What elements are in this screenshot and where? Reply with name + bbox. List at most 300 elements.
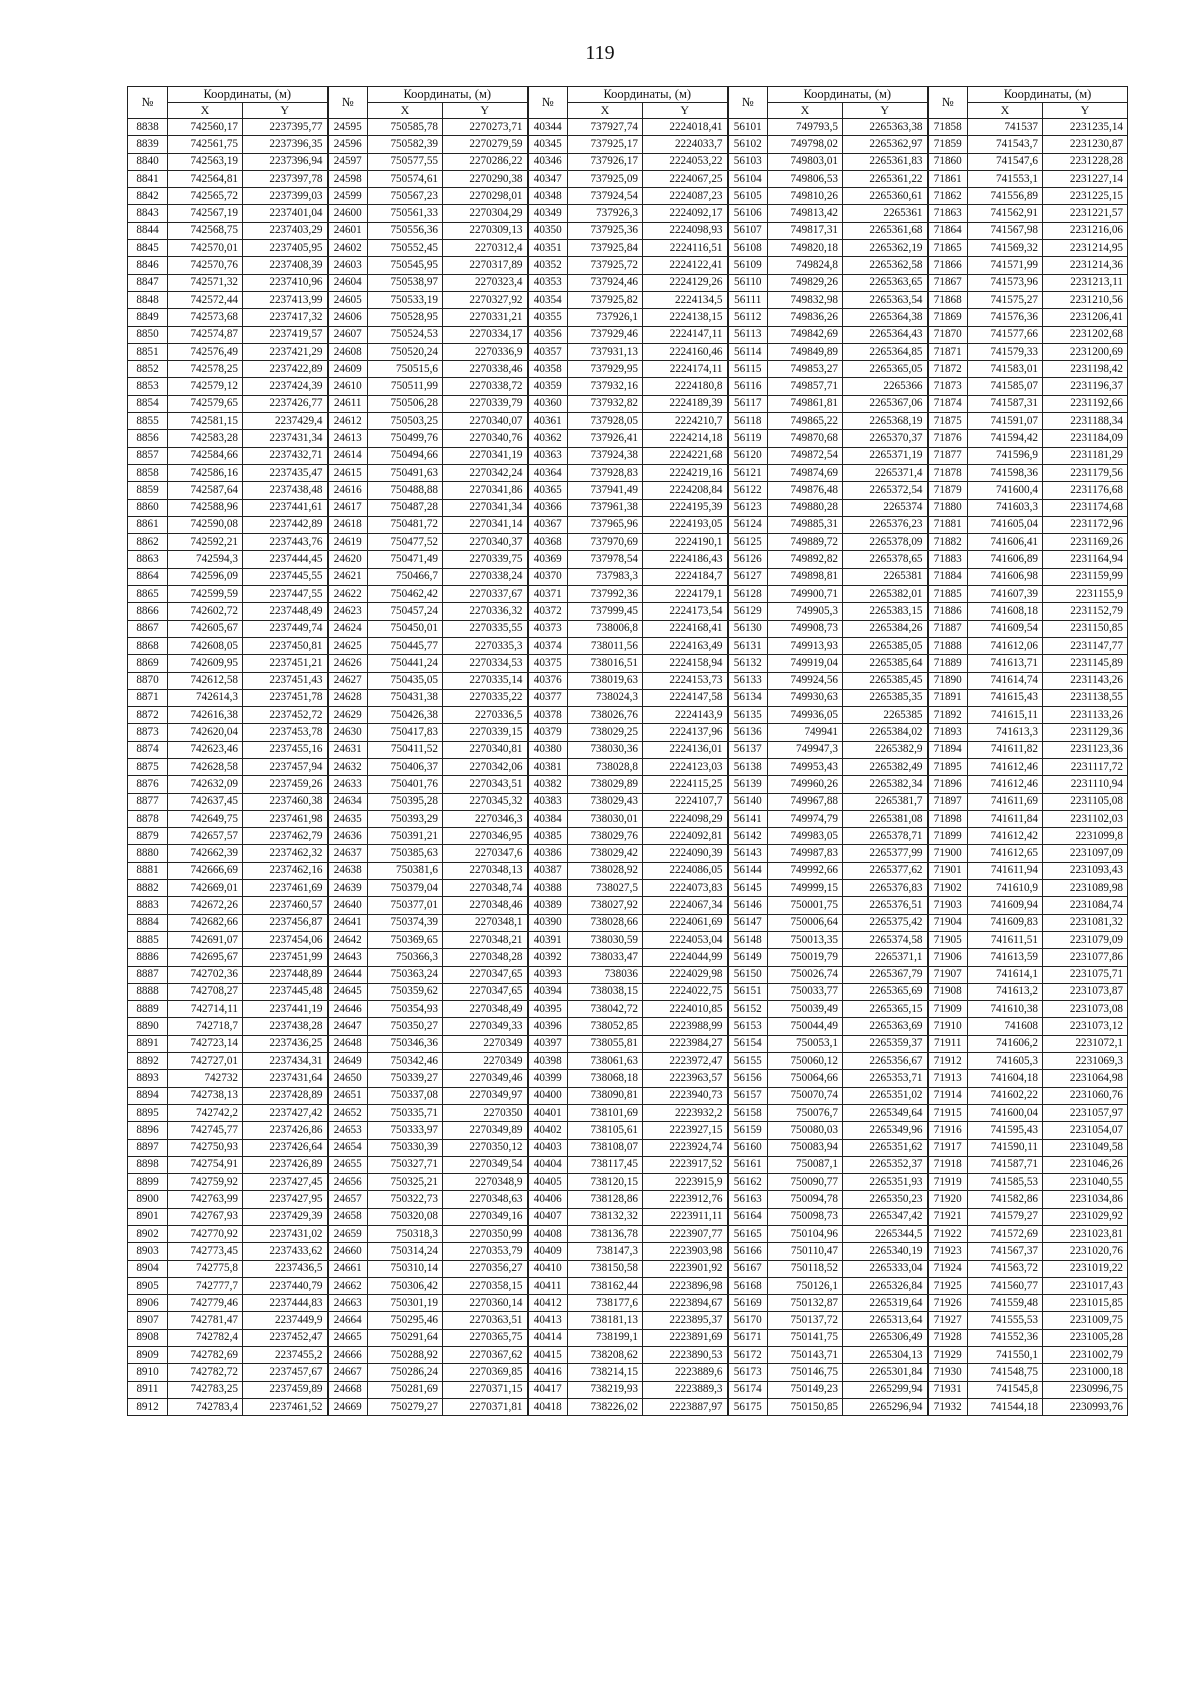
point-number-cell: 24666 xyxy=(328,1347,368,1364)
table-row xyxy=(128,776,1128,793)
y-coordinate-cell: 2224180,8 xyxy=(643,378,728,395)
y-coordinate-cell: 2223988,99 xyxy=(643,1018,728,1035)
point-number-cell: 8897 xyxy=(128,1139,168,1156)
y-coordinate-cell: 2237462,32 xyxy=(243,845,328,862)
x-coordinate-cell: 750499,76 xyxy=(368,430,443,447)
x-coordinate-cell: 741583,01 xyxy=(968,361,1043,378)
point-number-cell: 71864 xyxy=(928,222,968,239)
x-coordinate-cell: 738105,61 xyxy=(568,1122,643,1139)
y-coordinate-cell: 2223903,98 xyxy=(643,1243,728,1260)
point-number-cell: 40363 xyxy=(528,447,568,464)
point-number-cell: 71866 xyxy=(928,257,968,274)
table-row xyxy=(128,361,1128,378)
x-coordinate-cell: 742574,87 xyxy=(168,326,243,343)
x-coordinate-cell: 742727,01 xyxy=(168,1053,243,1070)
x-coordinate-cell: 749832,98 xyxy=(768,291,843,308)
point-number-cell: 8857 xyxy=(128,447,168,464)
x-coordinate-cell: 741613,59 xyxy=(968,949,1043,966)
point-number-cell: 8870 xyxy=(128,672,168,689)
y-coordinate-cell: 2231159,99 xyxy=(1043,568,1128,585)
y-coordinate-cell: 2265296,94 xyxy=(843,1398,928,1415)
y-coordinate-cell: 2231200,69 xyxy=(1043,343,1128,360)
x-coordinate-cell: 741604,18 xyxy=(968,1070,1043,1087)
x-coordinate-cell: 742767,93 xyxy=(168,1208,243,1225)
point-number-cell: 8893 xyxy=(128,1070,168,1087)
x-coordinate-cell: 741548,75 xyxy=(968,1364,1043,1381)
y-coordinate-cell: 2270340,76 xyxy=(443,430,528,447)
x-coordinate-cell: 750076,7 xyxy=(768,1104,843,1121)
y-coordinate-cell: 2237426,86 xyxy=(243,1122,328,1139)
point-number-cell: 56148 xyxy=(728,931,768,948)
x-coordinate-cell: 750545,95 xyxy=(368,257,443,274)
point-number-cell: 71920 xyxy=(928,1191,968,1208)
point-number-cell: 40400 xyxy=(528,1087,568,1104)
x-coordinate-cell: 750395,28 xyxy=(368,793,443,810)
x-coordinate-cell: 749817,31 xyxy=(768,222,843,239)
table-row xyxy=(128,205,1128,222)
x-coordinate-cell: 741598,36 xyxy=(968,464,1043,481)
x-coordinate-cell: 750330,39 xyxy=(368,1139,443,1156)
point-number-cell: 8890 xyxy=(128,1018,168,1035)
point-number-cell: 71887 xyxy=(928,620,968,637)
table-row xyxy=(128,240,1128,257)
point-number-cell: 56138 xyxy=(728,758,768,775)
y-coordinate-cell: 2265299,94 xyxy=(843,1381,928,1398)
table-row xyxy=(128,482,1128,499)
x-coordinate-cell: 742573,68 xyxy=(168,309,243,326)
table-row xyxy=(128,1398,1128,1415)
point-number-cell: 24601 xyxy=(328,222,368,239)
x-coordinate-cell: 741582,86 xyxy=(968,1191,1043,1208)
x-coordinate-cell: 749849,89 xyxy=(768,343,843,360)
y-coordinate-cell: 2237427,42 xyxy=(243,1104,328,1121)
y-coordinate-cell: 2270358,15 xyxy=(443,1277,528,1294)
y-coordinate-cell: 2265333,04 xyxy=(843,1260,928,1277)
x-coordinate-cell: 742669,01 xyxy=(168,880,243,897)
point-number-cell: 71925 xyxy=(928,1277,968,1294)
point-number-cell: 8839 xyxy=(128,136,168,153)
point-number-cell: 8895 xyxy=(128,1104,168,1121)
x-coordinate-cell: 742602,72 xyxy=(168,603,243,620)
y-coordinate-cell: 2223924,74 xyxy=(643,1139,728,1156)
table-row xyxy=(128,1277,1128,1294)
point-number-cell: 71859 xyxy=(928,136,968,153)
y-coordinate-cell: 2237431,02 xyxy=(243,1226,328,1243)
y-coordinate-cell: 2231072,1 xyxy=(1043,1035,1128,1052)
y-coordinate-cell: 2223963,57 xyxy=(643,1070,728,1087)
point-number-cell: 8846 xyxy=(128,257,168,274)
table-row xyxy=(128,1243,1128,1260)
x-coordinate-cell: 741612,65 xyxy=(968,845,1043,862)
x-coordinate-cell: 738016,51 xyxy=(568,655,643,672)
y-coordinate-cell: 2224053,04 xyxy=(643,931,728,948)
point-number-cell: 40358 xyxy=(528,361,568,378)
y-coordinate-cell: 2237455,16 xyxy=(243,741,328,758)
point-number-cell: 8881 xyxy=(128,862,168,879)
x-coordinate-cell: 738181,13 xyxy=(568,1312,643,1329)
y-coordinate-cell: 2231000,18 xyxy=(1043,1364,1128,1381)
x-coordinate-cell: 742759,92 xyxy=(168,1174,243,1191)
y-coordinate-cell: 2265371,19 xyxy=(843,447,928,464)
point-number-cell: 71877 xyxy=(928,447,968,464)
x-coordinate-cell: 741612,46 xyxy=(968,776,1043,793)
x-coordinate-cell: 742609,95 xyxy=(168,655,243,672)
y-coordinate-cell: 2270353,79 xyxy=(443,1243,528,1260)
point-number-cell: 56105 xyxy=(728,188,768,205)
x-coordinate-cell: 742695,67 xyxy=(168,949,243,966)
table-row xyxy=(128,1226,1128,1243)
y-coordinate-cell: 2224129,26 xyxy=(643,274,728,291)
x-coordinate-cell: 742782,69 xyxy=(168,1347,243,1364)
x-coordinate-cell: 749908,73 xyxy=(768,620,843,637)
x-coordinate-cell: 741606,2 xyxy=(968,1035,1043,1052)
x-coordinate-cell: 738042,72 xyxy=(568,1001,643,1018)
y-coordinate-cell: 2237451,78 xyxy=(243,689,328,706)
x-coordinate-cell: 741612,42 xyxy=(968,828,1043,845)
x-coordinate-cell: 750291,64 xyxy=(368,1329,443,1346)
y-coordinate-cell: 2237432,71 xyxy=(243,447,328,464)
point-number-cell: 24623 xyxy=(328,603,368,620)
x-coordinate-cell: 742584,66 xyxy=(168,447,243,464)
point-number-cell: 56102 xyxy=(728,136,768,153)
header-y: Y xyxy=(443,103,528,119)
point-number-cell: 8911 xyxy=(128,1381,168,1398)
x-coordinate-cell: 737928,05 xyxy=(568,413,643,430)
point-number-cell: 56146 xyxy=(728,897,768,914)
x-coordinate-cell: 741579,33 xyxy=(968,343,1043,360)
x-coordinate-cell: 741590,11 xyxy=(968,1139,1043,1156)
header-number: № xyxy=(728,87,768,119)
y-coordinate-cell: 2270348,1 xyxy=(443,914,528,931)
x-coordinate-cell: 742616,38 xyxy=(168,707,243,724)
table-row xyxy=(128,931,1128,948)
y-coordinate-cell: 2265372,54 xyxy=(843,482,928,499)
y-coordinate-cell: 2231221,57 xyxy=(1043,205,1128,222)
y-coordinate-cell: 2224010,85 xyxy=(643,1001,728,1018)
y-coordinate-cell: 2237457,94 xyxy=(243,758,328,775)
x-coordinate-cell: 741615,43 xyxy=(968,689,1043,706)
y-coordinate-cell: 2224221,68 xyxy=(643,447,728,464)
y-coordinate-cell: 2231075,71 xyxy=(1043,966,1128,983)
y-coordinate-cell: 2231054,07 xyxy=(1043,1122,1128,1139)
x-coordinate-cell: 737932,16 xyxy=(568,378,643,395)
y-coordinate-cell: 2265359,37 xyxy=(843,1035,928,1052)
point-number-cell: 71921 xyxy=(928,1208,968,1225)
x-coordinate-cell: 738136,78 xyxy=(568,1226,643,1243)
point-number-cell: 8873 xyxy=(128,724,168,741)
table-row xyxy=(128,620,1128,637)
point-number-cell: 56124 xyxy=(728,516,768,533)
point-number-cell: 71912 xyxy=(928,1053,968,1070)
y-coordinate-cell: 2237396,94 xyxy=(243,153,328,170)
y-coordinate-cell: 2237441,61 xyxy=(243,499,328,516)
point-number-cell: 24599 xyxy=(328,188,368,205)
x-coordinate-cell: 742732 xyxy=(168,1070,243,1087)
x-coordinate-cell: 738147,3 xyxy=(568,1243,643,1260)
point-number-cell: 40383 xyxy=(528,793,568,810)
y-coordinate-cell: 2223932,2 xyxy=(643,1104,728,1121)
x-coordinate-cell: 741600,04 xyxy=(968,1104,1043,1121)
point-number-cell: 8847 xyxy=(128,274,168,291)
x-coordinate-cell: 741608 xyxy=(968,1018,1043,1035)
point-number-cell: 24598 xyxy=(328,170,368,187)
x-coordinate-cell: 750552,45 xyxy=(368,240,443,257)
y-coordinate-cell: 2231196,37 xyxy=(1043,378,1128,395)
x-coordinate-cell: 749798,02 xyxy=(768,136,843,153)
y-coordinate-cell: 2265378,71 xyxy=(843,828,928,845)
y-coordinate-cell: 2237405,95 xyxy=(243,240,328,257)
point-number-cell: 8843 xyxy=(128,205,168,222)
table-row xyxy=(128,1208,1128,1225)
x-coordinate-cell: 742581,15 xyxy=(168,413,243,430)
y-coordinate-cell: 2265376,23 xyxy=(843,516,928,533)
y-coordinate-cell: 2231192,66 xyxy=(1043,395,1128,412)
y-coordinate-cell: 2270349,33 xyxy=(443,1018,528,1035)
table-row xyxy=(128,1329,1128,1346)
point-number-cell: 56167 xyxy=(728,1260,768,1277)
point-number-cell: 40352 xyxy=(528,257,568,274)
x-coordinate-cell: 750406,37 xyxy=(368,758,443,775)
table-row xyxy=(128,188,1128,205)
point-number-cell: 24653 xyxy=(328,1122,368,1139)
point-number-cell: 40417 xyxy=(528,1381,568,1398)
x-coordinate-cell: 750466,7 xyxy=(368,568,443,585)
y-coordinate-cell: 2237434,31 xyxy=(243,1053,328,1070)
point-number-cell: 8884 xyxy=(128,914,168,931)
x-coordinate-cell: 742570,76 xyxy=(168,257,243,274)
x-coordinate-cell: 750511,99 xyxy=(368,378,443,395)
point-number-cell: 24643 xyxy=(328,949,368,966)
point-number-cell: 24614 xyxy=(328,447,368,464)
point-number-cell: 56162 xyxy=(728,1174,768,1191)
point-number-cell: 71860 xyxy=(928,153,968,170)
x-coordinate-cell: 741576,36 xyxy=(968,309,1043,326)
point-number-cell: 56108 xyxy=(728,240,768,257)
y-coordinate-cell: 2230993,76 xyxy=(1043,1398,1128,1415)
point-number-cell: 8852 xyxy=(128,361,168,378)
point-number-cell: 71892 xyxy=(928,707,968,724)
point-number-cell: 40349 xyxy=(528,205,568,222)
y-coordinate-cell: 2237462,79 xyxy=(243,828,328,845)
x-coordinate-cell: 741606,41 xyxy=(968,534,1043,551)
x-coordinate-cell: 742561,75 xyxy=(168,136,243,153)
point-number-cell: 24600 xyxy=(328,205,368,222)
x-coordinate-cell: 749806,53 xyxy=(768,170,843,187)
x-coordinate-cell: 737926,41 xyxy=(568,430,643,447)
x-coordinate-cell: 749900,71 xyxy=(768,586,843,603)
x-coordinate-cell: 749974,79 xyxy=(768,810,843,827)
point-number-cell: 71907 xyxy=(928,966,968,983)
point-number-cell: 56155 xyxy=(728,1053,768,1070)
x-coordinate-cell: 737925,84 xyxy=(568,240,643,257)
y-coordinate-cell: 2237429,39 xyxy=(243,1208,328,1225)
x-coordinate-cell: 737927,74 xyxy=(568,119,643,136)
y-coordinate-cell: 2265365,69 xyxy=(843,983,928,1000)
x-coordinate-cell: 750462,42 xyxy=(368,586,443,603)
table-row xyxy=(128,326,1128,343)
x-coordinate-cell: 742583,28 xyxy=(168,430,243,447)
y-coordinate-cell: 2265353,71 xyxy=(843,1070,928,1087)
x-coordinate-cell: 741611,82 xyxy=(968,741,1043,758)
x-coordinate-cell: 749947,3 xyxy=(768,741,843,758)
x-coordinate-cell: 737931,13 xyxy=(568,343,643,360)
x-coordinate-cell: 750487,28 xyxy=(368,499,443,516)
y-coordinate-cell: 2265371,1 xyxy=(843,949,928,966)
x-coordinate-cell: 750295,46 xyxy=(368,1312,443,1329)
x-coordinate-cell: 750393,29 xyxy=(368,810,443,827)
point-number-cell: 40345 xyxy=(528,136,568,153)
y-coordinate-cell: 2223907,77 xyxy=(643,1226,728,1243)
point-number-cell: 40407 xyxy=(528,1208,568,1225)
x-coordinate-cell: 749872,54 xyxy=(768,447,843,464)
y-coordinate-cell: 2265361 xyxy=(843,205,928,222)
point-number-cell: 24649 xyxy=(328,1053,368,1070)
point-number-cell: 24664 xyxy=(328,1312,368,1329)
y-coordinate-cell: 2224029,98 xyxy=(643,966,728,983)
y-coordinate-cell: 2265377,99 xyxy=(843,845,928,862)
y-coordinate-cell: 2237427,45 xyxy=(243,1174,328,1191)
point-number-cell: 40364 xyxy=(528,464,568,481)
point-number-cell: 40403 xyxy=(528,1139,568,1156)
header-y: Y xyxy=(243,103,328,119)
x-coordinate-cell: 750104,96 xyxy=(768,1226,843,1243)
point-number-cell: 24648 xyxy=(328,1035,368,1052)
point-number-cell: 71931 xyxy=(928,1381,968,1398)
x-coordinate-cell: 750322,73 xyxy=(368,1191,443,1208)
point-number-cell: 8909 xyxy=(128,1347,168,1364)
y-coordinate-cell: 2237413,99 xyxy=(243,291,328,308)
x-coordinate-cell: 742599,59 xyxy=(168,586,243,603)
x-coordinate-cell: 749810,26 xyxy=(768,188,843,205)
y-coordinate-cell: 2231097,09 xyxy=(1043,845,1128,862)
y-coordinate-cell: 2223887,97 xyxy=(643,1398,728,1415)
y-coordinate-cell: 2237442,89 xyxy=(243,516,328,533)
table-row xyxy=(128,637,1128,654)
y-coordinate-cell: 2237459,26 xyxy=(243,776,328,793)
table-row xyxy=(128,1053,1128,1070)
point-number-cell: 40347 xyxy=(528,170,568,187)
x-coordinate-cell: 741612,06 xyxy=(968,637,1043,654)
table-row xyxy=(128,828,1128,845)
point-number-cell: 40356 xyxy=(528,326,568,343)
y-coordinate-cell: 2231235,14 xyxy=(1043,119,1128,136)
y-coordinate-cell: 2270350,99 xyxy=(443,1226,528,1243)
x-coordinate-cell: 750435,05 xyxy=(368,672,443,689)
y-coordinate-cell: 2265364,43 xyxy=(843,326,928,343)
x-coordinate-cell: 742773,45 xyxy=(168,1243,243,1260)
y-coordinate-cell: 2231073,87 xyxy=(1043,983,1128,1000)
point-number-cell: 56174 xyxy=(728,1381,768,1398)
point-number-cell: 71875 xyxy=(928,413,968,430)
point-number-cell: 24630 xyxy=(328,724,368,741)
y-coordinate-cell: 2270340,37 xyxy=(443,534,528,551)
header-x: X xyxy=(168,103,243,119)
point-number-cell: 56106 xyxy=(728,205,768,222)
x-coordinate-cell: 738029,89 xyxy=(568,776,643,793)
point-number-cell: 40416 xyxy=(528,1364,568,1381)
point-number-cell: 8908 xyxy=(128,1329,168,1346)
coordinates-table-wrap xyxy=(127,86,1127,1416)
y-coordinate-cell: 2224195,39 xyxy=(643,499,728,516)
point-number-cell: 24637 xyxy=(328,845,368,862)
point-number-cell: 8868 xyxy=(128,637,168,654)
x-coordinate-cell: 738199,1 xyxy=(568,1329,643,1346)
x-coordinate-cell: 741606,98 xyxy=(968,568,1043,585)
x-coordinate-cell: 741579,27 xyxy=(968,1208,1043,1225)
y-coordinate-cell: 2270286,22 xyxy=(443,153,528,170)
y-coordinate-cell: 2265385,35 xyxy=(843,689,928,706)
x-coordinate-cell: 750335,71 xyxy=(368,1104,443,1121)
point-number-cell: 8875 xyxy=(128,758,168,775)
y-coordinate-cell: 2270348,46 xyxy=(443,897,528,914)
point-number-cell: 8889 xyxy=(128,1001,168,1018)
point-number-cell: 8859 xyxy=(128,482,168,499)
y-coordinate-cell: 2265367,06 xyxy=(843,395,928,412)
x-coordinate-cell: 741611,51 xyxy=(968,931,1043,948)
y-coordinate-cell: 2231040,55 xyxy=(1043,1174,1128,1191)
y-coordinate-cell: 2237427,95 xyxy=(243,1191,328,1208)
y-coordinate-cell: 2223972,47 xyxy=(643,1053,728,1070)
point-number-cell: 71918 xyxy=(928,1156,968,1173)
x-coordinate-cell: 741600,4 xyxy=(968,482,1043,499)
point-number-cell: 56123 xyxy=(728,499,768,516)
y-coordinate-cell: 2265362,97 xyxy=(843,136,928,153)
y-coordinate-cell: 2237461,69 xyxy=(243,880,328,897)
point-number-cell: 71927 xyxy=(928,1312,968,1329)
x-coordinate-cell: 738024,3 xyxy=(568,689,643,706)
y-coordinate-cell: 2231164,94 xyxy=(1043,551,1128,568)
point-number-cell: 71891 xyxy=(928,689,968,706)
table-row xyxy=(128,983,1128,1000)
y-coordinate-cell: 2270347,65 xyxy=(443,983,528,1000)
x-coordinate-cell: 750520,24 xyxy=(368,343,443,360)
y-coordinate-cell: 2237426,64 xyxy=(243,1139,328,1156)
x-coordinate-cell: 750060,12 xyxy=(768,1053,843,1070)
x-coordinate-cell: 742714,11 xyxy=(168,1001,243,1018)
y-coordinate-cell: 2224153,73 xyxy=(643,672,728,689)
point-number-cell: 56160 xyxy=(728,1139,768,1156)
y-coordinate-cell: 2231210,56 xyxy=(1043,291,1128,308)
x-coordinate-cell: 742565,72 xyxy=(168,188,243,205)
y-coordinate-cell: 2270346,3 xyxy=(443,810,528,827)
y-coordinate-cell: 2270349,46 xyxy=(443,1070,528,1087)
x-coordinate-cell: 750538,97 xyxy=(368,274,443,291)
point-number-cell: 56120 xyxy=(728,447,768,464)
point-number-cell: 40366 xyxy=(528,499,568,516)
x-coordinate-cell: 741611,69 xyxy=(968,793,1043,810)
point-number-cell: 71902 xyxy=(928,880,968,897)
table-row xyxy=(128,257,1128,274)
x-coordinate-cell: 742750,93 xyxy=(168,1139,243,1156)
y-coordinate-cell: 2237431,34 xyxy=(243,430,328,447)
x-coordinate-cell: 750094,78 xyxy=(768,1191,843,1208)
y-coordinate-cell: 2231138,55 xyxy=(1043,689,1128,706)
x-coordinate-cell: 750577,55 xyxy=(368,153,443,170)
y-coordinate-cell: 2237448,89 xyxy=(243,966,328,983)
x-coordinate-cell: 749842,69 xyxy=(768,326,843,343)
x-coordinate-cell: 742588,96 xyxy=(168,499,243,516)
x-coordinate-cell: 741563,72 xyxy=(968,1260,1043,1277)
y-coordinate-cell: 2237410,96 xyxy=(243,274,328,291)
y-coordinate-cell: 2231019,22 xyxy=(1043,1260,1128,1277)
x-coordinate-cell: 750556,36 xyxy=(368,222,443,239)
y-coordinate-cell: 2265376,83 xyxy=(843,880,928,897)
x-coordinate-cell: 742632,09 xyxy=(168,776,243,793)
x-coordinate-cell: 738033,47 xyxy=(568,949,643,966)
point-number-cell: 8885 xyxy=(128,931,168,948)
y-coordinate-cell: 2265362,58 xyxy=(843,257,928,274)
point-number-cell: 24595 xyxy=(328,119,368,136)
